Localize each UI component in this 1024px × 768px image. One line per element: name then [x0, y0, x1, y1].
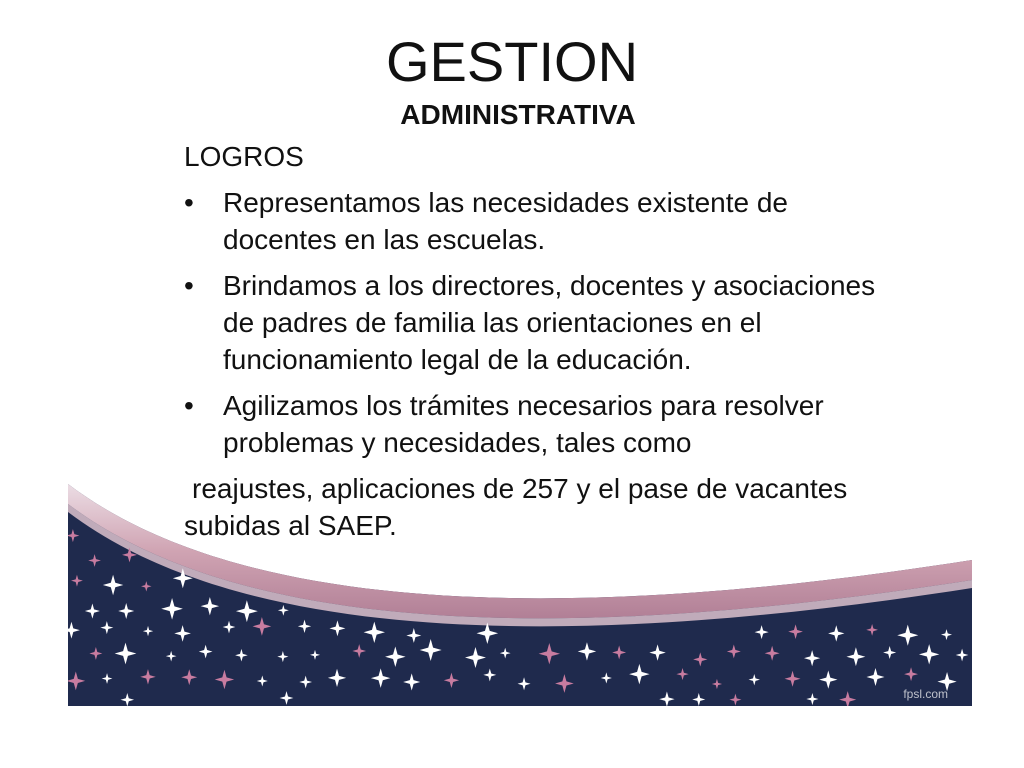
continuation-text [184, 470, 884, 544]
bullet-text: Brindamos a los directores, docentes y asociaciones de padres de familia las orientaciones en el funcionamiento legal de la educación. [223, 270, 876, 375]
bullet-text: Agilizamos los trámites necesarios para resolver problemas y necesidades, tales como [223, 390, 824, 458]
bullet-item [184, 387, 884, 461]
bullet-item [184, 267, 884, 378]
bullet-icon: • [184, 390, 194, 421]
bullet-icon: • [184, 270, 194, 301]
bullet-list [184, 184, 884, 461]
slide-body [184, 138, 884, 544]
bullet-text: Representamos las necesidades existente de docentes en las escuelas. [223, 187, 789, 255]
watermark-text: fpsl.com [903, 687, 948, 701]
bullet-icon: • [184, 187, 194, 218]
bullet-item [184, 184, 884, 258]
continuation-text-content: reajustes, aplicaciones de 257 y el pase de vacantes subidas al SAEP. [184, 473, 848, 541]
section-heading: LOGROS [184, 141, 304, 172]
slide-subtitle: ADMINISTRATIVA [400, 99, 636, 130]
slide-title: GESTION [385, 30, 639, 93]
